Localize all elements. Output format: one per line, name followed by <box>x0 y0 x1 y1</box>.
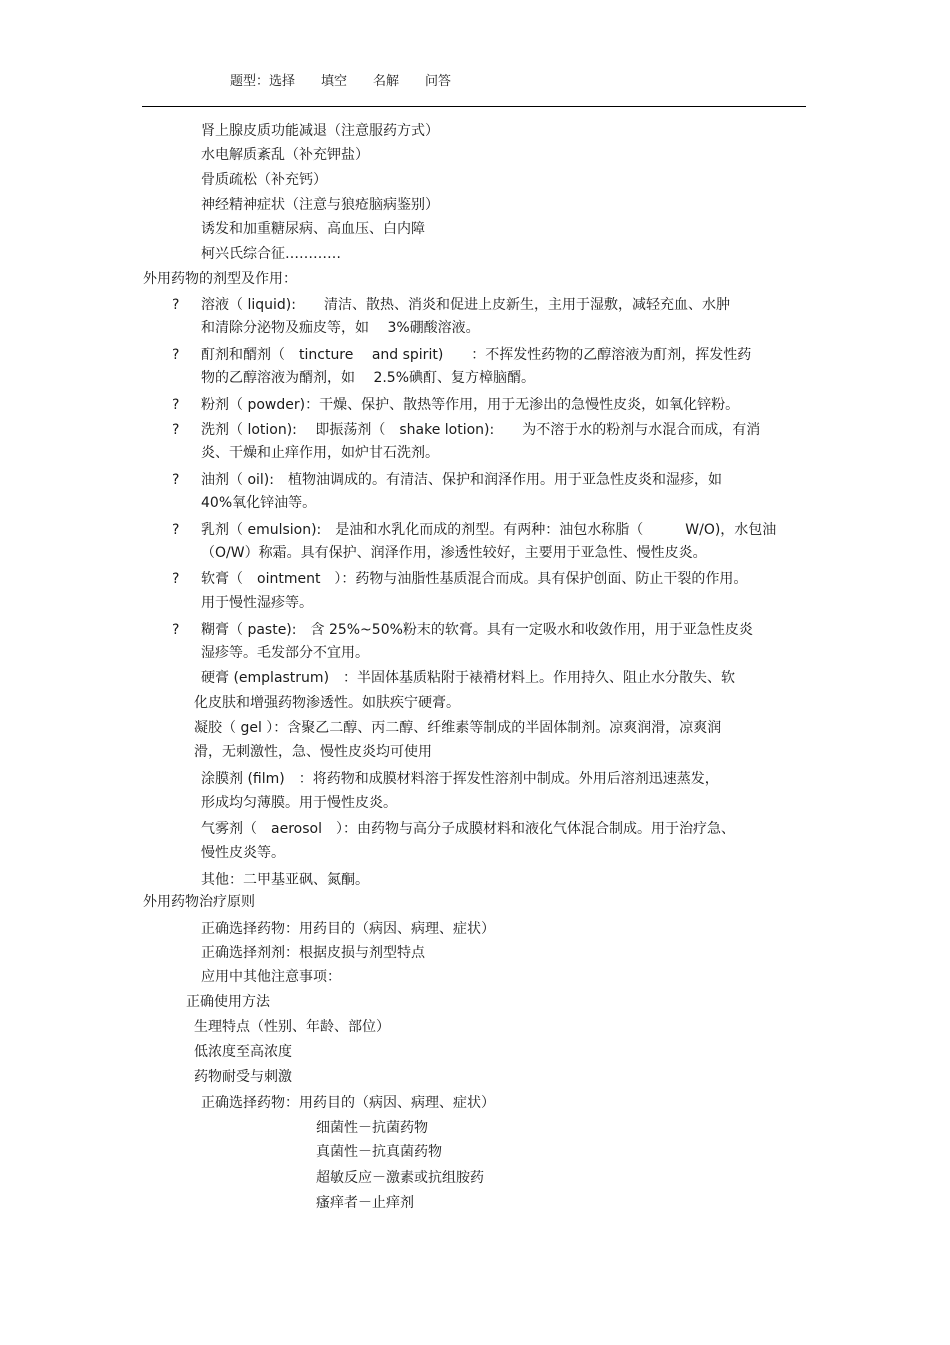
text-line-l08: 溶液（ liquid): 清洁、散热、消炎和促进上皮新生，主用于湿敷，减轻充血、水肿 <box>201 297 730 313</box>
text-line-l36: 正确使用方法 <box>186 994 270 1010</box>
text-line-l09: 和清除分泌物及痂皮等，如 3%硼酸溶液。 <box>201 320 480 336</box>
text-line-l35: 应用中其他注意事项： <box>201 969 341 985</box>
bullet-marker: ? <box>172 622 180 638</box>
page-header: 题型：选择 填空 名解 问答 <box>230 74 452 89</box>
text-line-l40: 正确选择药物：用药目的（病因、病理、症状） <box>201 1095 495 1111</box>
text-line-l25: 凝胶（ gel ）：含聚乙二醇、丙二醇、纤维素等制成的半固体制剂。凉爽润滑，凉爽润 <box>194 720 722 736</box>
text-line-l24: 化皮肤和增强药物渗透性。如肤疾宁硬膏。 <box>194 695 460 711</box>
text-line-l30: 慢性皮炎等。 <box>201 845 285 861</box>
bullet-marker: ? <box>172 397 180 413</box>
text-line-l16: 40%氧化锌油等。 <box>201 495 317 511</box>
text-line-l20: 用于慢性湿疹等。 <box>201 595 313 611</box>
text-line-l26: 滑，无刺激性，急、慢性皮炎均可使用 <box>194 744 432 760</box>
header-rule <box>142 106 806 107</box>
text-line-l44: 瘙痒者－止痒剂 <box>316 1195 414 1211</box>
bullet-marker: ? <box>172 422 180 438</box>
text-line-l03: 骨质疏松（补充钙） <box>201 172 327 188</box>
text-line-l22: 湿疹等。毛发部分不宜用。 <box>201 645 369 661</box>
text-line-l15: 油剂（ oil): 植物油调成的。有清洁、保护和润泽作用。用于亚急性皮炎和湿疹，如 <box>201 472 722 488</box>
text-line-l05: 诱发和加重糖尿病、高血压、白内障 <box>201 221 425 237</box>
text-line-l34: 正确选择剂剂：根据皮损与剂型特点 <box>201 945 425 961</box>
bullet-marker: ? <box>172 472 180 488</box>
text-line-l21: 糊膏（ paste): 含 25%~50%粉末的软膏。具有一定吸水和收敛作用，用于亚急性皮炎 <box>201 622 753 638</box>
text-line-l18: （O/W）称霜。具有保护、润泽作用，渗透性较好，主要用于亚急性、慢性皮炎。 <box>201 545 707 561</box>
text-line-l38: 低浓度至高浓度 <box>194 1044 292 1060</box>
text-line-l37: 生理特点（性别、年龄、部位） <box>194 1019 390 1035</box>
text-line-l13: 洗剂（ lotion): 即振荡剂（ shake lotion): 为不溶于水的粉剂与水混合而成，有消 <box>201 422 761 438</box>
text-line-l02: 水电解质紊乱（补充钾盐） <box>201 147 369 163</box>
text-line-l42: 真菌性－抗真菌药物 <box>316 1144 442 1160</box>
text-line-l29: 气雾剂（ aerosol ）：由药物与高分子成膜材料和液化气体混合制成。用于治疗急、 <box>201 821 735 837</box>
text-line-l11: 物的乙醇溶液为醑剂，如 2.5%碘酊、复方樟脑醑。 <box>201 370 536 386</box>
text-line-l31: 其他：二甲基亚砜、氮酮。 <box>201 872 369 888</box>
text-line-l07: 外用药物的剂型及作用： <box>143 271 297 287</box>
text-line-l12: 粉剂（ powder)：干燥、保护、散热等作用，用于无渗出的急慢性皮炎，如氧化锌粉。 <box>201 397 740 413</box>
text-line-l33: 正确选择药物：用药目的（病因、病理、症状） <box>201 921 495 937</box>
text-line-l14: 炎、干燥和止痒作用，如炉甘石洗剂。 <box>201 445 439 461</box>
text-line-l06: 柯兴氏综合征………… <box>201 246 341 262</box>
text-line-l10: 酊剂和醑剂（ tincture and spirit) ：不挥发性药物的乙醇溶液为酊剂，挥发性药 <box>201 347 752 363</box>
text-line-l28: 形成均匀薄膜。用于慢性皮炎。 <box>201 795 397 811</box>
text-line-l27: 涂膜剂 (film) ：将药物和成膜材料溶于挥发性溶剂中制成。外用后溶剂迅速蒸发， <box>201 771 719 787</box>
text-line-l04: 神经精神症状（注意与狼疮脑病鉴别） <box>201 197 439 213</box>
text-line-l43: 超敏反应－激素或抗组胺药 <box>316 1170 484 1186</box>
text-line-l17: 乳剂（ emulsion): 是油和水乳化而成的剂型。有两种：油包水称脂（ W/O)，水包油 <box>201 522 777 538</box>
text-line-l01: 肾上腺皮质功能减退（注意服药方式） <box>201 123 439 139</box>
text-line-l23: 硬膏 (emplastrum) ：半固体基质粘附于裱褙材料上。作用持久、阻止水分散失、软 <box>201 670 736 686</box>
bullet-marker: ? <box>172 297 180 313</box>
bullet-marker: ? <box>172 347 180 363</box>
text-line-l19: 软膏（ ointment ）：药物与油脂性基质混合而成。具有保护创面、防止干裂的作用。 <box>201 571 748 587</box>
text-line-l39: 药物耐受与刺激 <box>194 1069 292 1085</box>
bullet-marker: ? <box>172 571 180 587</box>
bullet-marker: ? <box>172 522 180 538</box>
text-line-l32: 外用药物治疗原则 <box>143 894 255 910</box>
text-line-l41: 细菌性－抗菌药物 <box>316 1120 428 1136</box>
